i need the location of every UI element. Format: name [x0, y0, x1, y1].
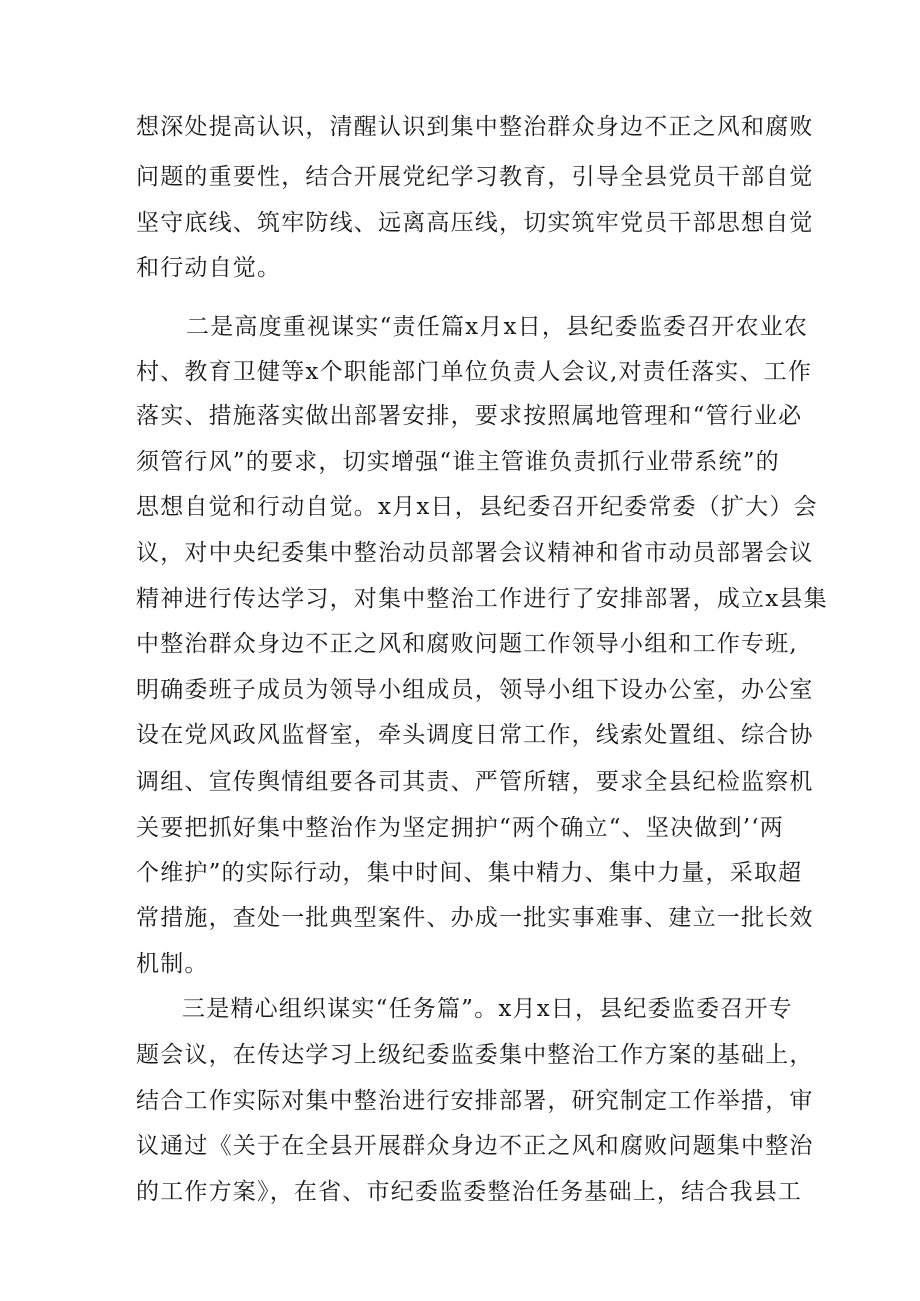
text-line: 常措施，查处一批典型案件、办成一批实事难事、建立一批长效 [136, 905, 814, 931]
text-line: 题会议，在传达学习上级纪委监委集中整治工作方案的基础上， [136, 1042, 814, 1068]
text-line: 坚守底线、筑牢防线、远离高压线，切实筑牢党员干部思想自觉 [136, 210, 814, 236]
text-line: 设在党风政风监督室，牵头调度日常工作，线索处置组、综合协 [136, 722, 814, 748]
text-line: 调组、宣传舆情组要各司其责、严管所辖，要求全县纪检监察机 [136, 769, 814, 795]
text-line: 明确委班子成员为领导小组成员，领导小组下设办公室，办公室 [136, 677, 814, 703]
text-line: 议通过《关于在全县开展群众身边不正之风和腐败问题集中整治 [136, 1133, 814, 1159]
text-line: 的工作方案》，在省、市纪委监委整治任务基础上，结合我县工 [136, 1179, 803, 1205]
text-line: 思想自觉和行动自觉。x月x日，县纪委召开纪委常委（扩大）会 [136, 494, 818, 520]
text-line: 落实、措施落实做出部署安排，要求按照属地管理和“管行业必 [136, 403, 803, 429]
text-line: 议，对中央纪委集中整治动员部署会议精神和省市动员部署会议 [136, 540, 814, 566]
text-line: 中整治群众身边不正之风和腐败问题工作领导小组和工作专班, [136, 631, 798, 657]
text-line: 精神进行传达学习，对集中整治工作进行了安排部署，成立x县集 [136, 586, 828, 612]
text-line: 个维护”的实际行动，集中时间、集中精力、集中力量，采取超 [136, 860, 803, 886]
text-line: 须管行风”的要求，切实增强“谁主管谁负责抓行业带系统”的 [136, 449, 780, 475]
text-line: 关要把抓好集中整治作为坚定拥护“两个确立“、坚决做到’‘两 [136, 815, 784, 841]
text-line: 和行动自觉。 [136, 255, 282, 281]
text-line: 村、教育卫健等x个职能部门单位负责人会议,对责任落实、工作 [136, 359, 813, 385]
text-line: 想深处提高认识，清醒认识到集中整治群众身边不正之风和腐败 [136, 114, 814, 140]
paragraph-first-line: 三是精心组织谋实“任务篇”。x月x日，县纪委监委召开专 [182, 996, 793, 1022]
text-line: 机制。 [136, 951, 209, 977]
text-line: 问题的重要性，结合开展党纪学习教育，引导全县党员干部自觉 [136, 164, 814, 190]
text-line: 结合工作实际对集中整治进行安排部署，研究制定工作举措，审 [136, 1088, 814, 1114]
paragraph-first-line: 二是高度重视谋实“责任篇x月x日，县纪委监委召开农业农 [186, 314, 809, 340]
